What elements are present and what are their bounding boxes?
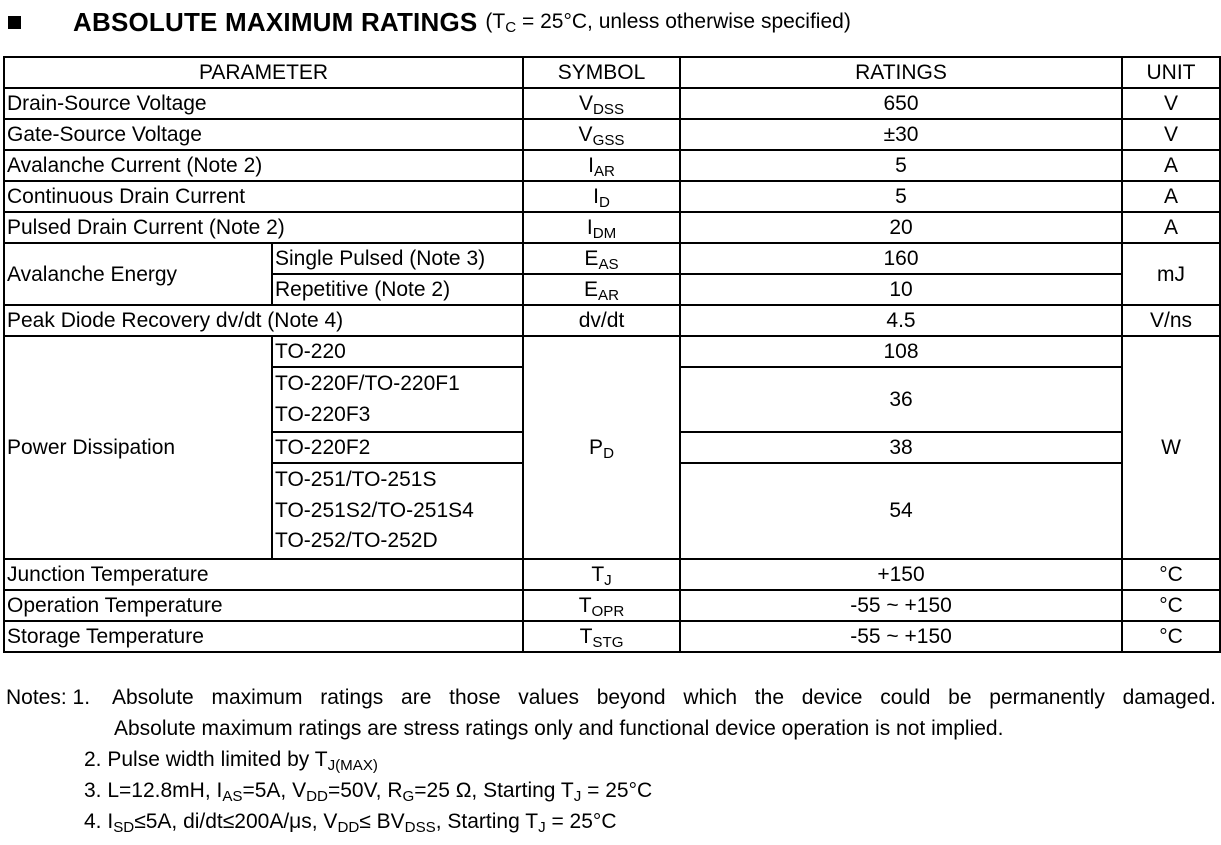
pkg-to-251: TO-251/TO-251S TO-251S2/TO-251S4 TO-252/TO-252D [272,463,523,559]
rating-to-220: 108 [680,336,1122,367]
symbol-eas: $E_{AS}$ [523,243,680,274]
table-row [4,621,1220,652]
param-drain-source-voltage: Drain-Source Voltage [4,88,523,119]
note-2: 2. Pulse width limited by $T_{J(MAX)}$ [84,748,378,774]
pkg-to-220f: TO-220F/TO-220F1 TO-220F3 [272,367,523,432]
symbol-tj: $T_J$ [523,559,680,590]
pkg-to-220f2: TO-220F2 [272,432,523,463]
symbol-iar: $I_{AR}$ [523,150,680,181]
note-4: 4. $I_{SD}\le 5A$, di/dt≤200A/μs, $V_{DD}\le BV_{DSS}$, Starting $T_J = 25^\circ C$ [84,810,617,836]
symbol-vgss: $V_{GSS}$ [523,119,680,150]
symbol-ear: $E_{AR}$ [523,274,680,305]
rating-vdss: 650 [680,88,1122,119]
param-single-pulsed: Single Pulsed (Note 3) [272,243,523,274]
symbol-dvdt: dv/dt [523,305,680,336]
rating-id: 5 [680,181,1122,212]
note-3: 3. L=12.8mH, $I_{AS}=5A$, $V_{DD}=50V$, $R_G=25$ Ω, Starting $T_J = 25^\circ C$ [84,779,653,805]
unit-tj: °C [1122,559,1220,590]
notes-section [6,682,1216,837]
param-power-dissipation: Power Dissipation [4,336,272,559]
param-avalanche-current: Avalanche Current (Note 2) [4,150,523,181]
header-unit: UNIT [1122,57,1220,88]
table-row [4,305,1220,336]
square-bullet-icon [8,16,21,29]
symbol-id: $I_D$ [523,181,680,212]
rating-idm: 20 [680,212,1122,243]
unit-tstg: °C [1122,621,1220,652]
rating-eas: 160 [680,243,1122,274]
unit-vgss: V [1122,119,1220,150]
table-row [4,119,1220,150]
unit-id: A [1122,181,1220,212]
header-parameter: PARAMETER [4,57,523,88]
param-junction-temperature: Junction Temperature [4,559,523,590]
table-row [4,150,1220,181]
param-operation-temperature: Operation Temperature [4,590,523,621]
param-dv-dt: Peak Diode Recovery dv/dt (Note 4) [4,305,523,336]
rating-to-220f2: 38 [680,432,1122,463]
table-row [4,336,1220,367]
rating-to-220f: 36 [680,367,1122,432]
param-repetitive: Repetitive (Note 2) [272,274,523,305]
note-1-line-2: Absolute maximum ratings are stress ratings only and functional device operation is not implied. [114,717,1004,740]
param-avalanche-energy: Avalanche Energy [4,243,272,305]
unit-energy: mJ [1122,243,1220,305]
param-continuous-drain-current: Continuous Drain Current [4,181,523,212]
unit-idm: A [1122,212,1220,243]
symbol-vdss: $V_{DSS}$ [523,88,680,119]
section-heading [6,6,851,38]
rating-to-251: 54 [680,463,1122,559]
table-row [4,559,1220,590]
table-row [4,212,1220,243]
unit-vdss: V [1122,88,1220,119]
table-row [4,88,1220,119]
symbol-topr: $T_{OPR}$ [523,590,680,621]
rating-ear: 10 [680,274,1122,305]
param-pulsed-drain-current: Pulsed Drain Current (Note 2) [4,212,523,243]
header-ratings: RATINGS [680,57,1122,88]
rating-tstg: -55 ~ +150 [680,621,1122,652]
rating-vgss: ±30 [680,119,1122,150]
note-1 [6,682,1216,713]
param-storage-temperature: Storage Temperature [4,621,523,652]
symbol-tstg: $T_{STG}$ [523,621,680,652]
table-header-row [4,57,1220,88]
symbol-idm: $I_{DM}$ [523,212,680,243]
table-row [4,181,1220,212]
section-condition: ($T_C = 25^\circ C$, unless otherwise specified) [485,10,851,36]
unit-iar: A [1122,150,1220,181]
ratings-table [3,56,1221,653]
unit-topr: °C [1122,590,1220,621]
unit-power: W [1122,336,1220,559]
rating-topr: -55 ~ +150 [680,590,1122,621]
header-symbol: SYMBOL [523,57,680,88]
note-1-line-1: Absolute maximum ratings are those values beyond which the device could be permanently damaged. [112,686,1216,709]
rating-iar: 5 [680,150,1122,181]
section-title: ABSOLUTE MAXIMUM RATINGS [73,6,478,37]
rating-dvdt: 4.5 [680,305,1122,336]
rating-tj: +150 [680,559,1122,590]
unit-dvdt: V/ns [1122,305,1220,336]
table-row [4,243,1220,274]
notes-label: Notes: 1. [6,686,91,709]
param-gate-source-voltage: Gate-Source Voltage [4,119,523,150]
symbol-pd: $P_D$ [523,336,680,559]
pkg-to-220: TO-220 [272,336,523,367]
table-row [4,590,1220,621]
